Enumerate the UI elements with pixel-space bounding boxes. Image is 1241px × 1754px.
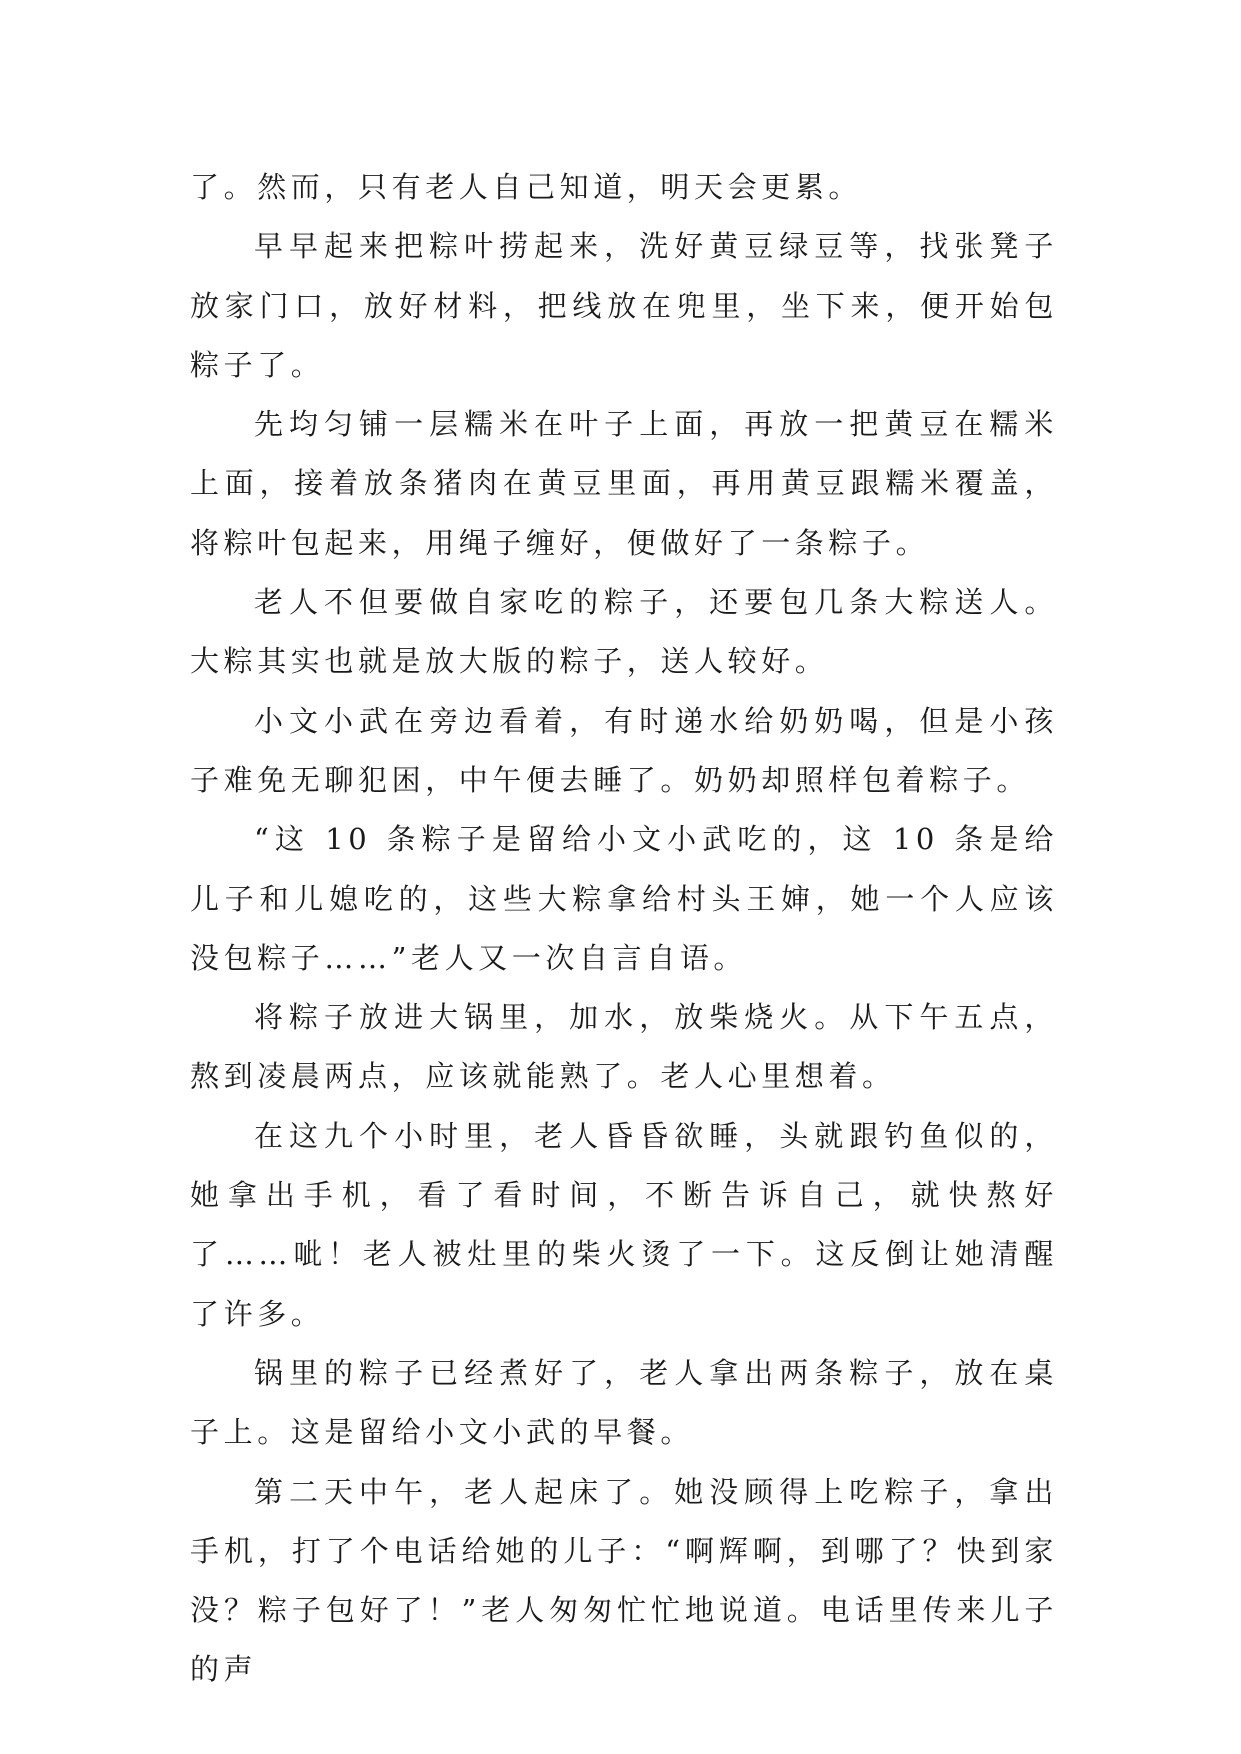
paragraph: 小文小武在旁边看着，有时递水给奶奶喝，但是小孩子难免无聊犯困，中午便去睡了。奶奶却照样包着粽子。 bbox=[190, 703, 1058, 797]
paragraph: 早早起来把粽叶捞起来，洗好黄豆绿豆等，找张凳子放家门口，放好材料，把线放在兜里，坐下来，便开始包粽子了。 bbox=[190, 229, 1058, 382]
body-text bbox=[190, 158, 1058, 1700]
paragraph: 将粽子放进大锅里，加水，放柴烧火。从下午五点，熬到凌晨两点，应该就能熟了。老人心里想着。 bbox=[190, 1000, 1058, 1094]
paragraph: 在这九个小时里，老人昏昏欲睡，头就跟钓鱼似的，她拿出手机，看了看时间，不断告诉自己，就快熬好了……呲！老人被灶里的柴火烫了一下。这反倒让她清醒了许多。 bbox=[190, 1118, 1058, 1331]
paragraph: 先均匀铺一层糯米在叶子上面，再放一把黄豆在糯米上面，接着放条猪肉在黄豆里面，再用黄豆跟糯米覆盖，将粽叶包起来，用绳子缠好，便做好了一条粽子。 bbox=[190, 407, 1058, 560]
paragraph-continuation: 了。然而，只有老人自己知道，明天会更累。 bbox=[190, 170, 863, 204]
paragraph: 第二天中午，老人起床了。她没顾得上吃粽子，拿出手机，打了个电话给她的儿子：“啊辉啊，到哪了？快到家没？粽子包好了！”老人匆匆忙忙地说道。电话里传来儿子的声 bbox=[190, 1474, 1058, 1687]
paragraph: 锅里的粽子已经煮好了，老人拿出两条粽子，放在桌子上。这是留给小文小武的早餐。 bbox=[190, 1355, 1058, 1450]
paragraph: “这 10 条粽子是留给小文小武吃的，这 10 条是给儿子和儿媳吃的，这些大粽拿给村头王婶，她一个人应该没包粽子……”老人又一次自言自语。 bbox=[190, 822, 1058, 975]
paragraph: 老人不但要做自家吃的粽子，还要包几条大粽送人。大粽其实也就是放大版的粽子，送人较好。 bbox=[190, 585, 1058, 679]
